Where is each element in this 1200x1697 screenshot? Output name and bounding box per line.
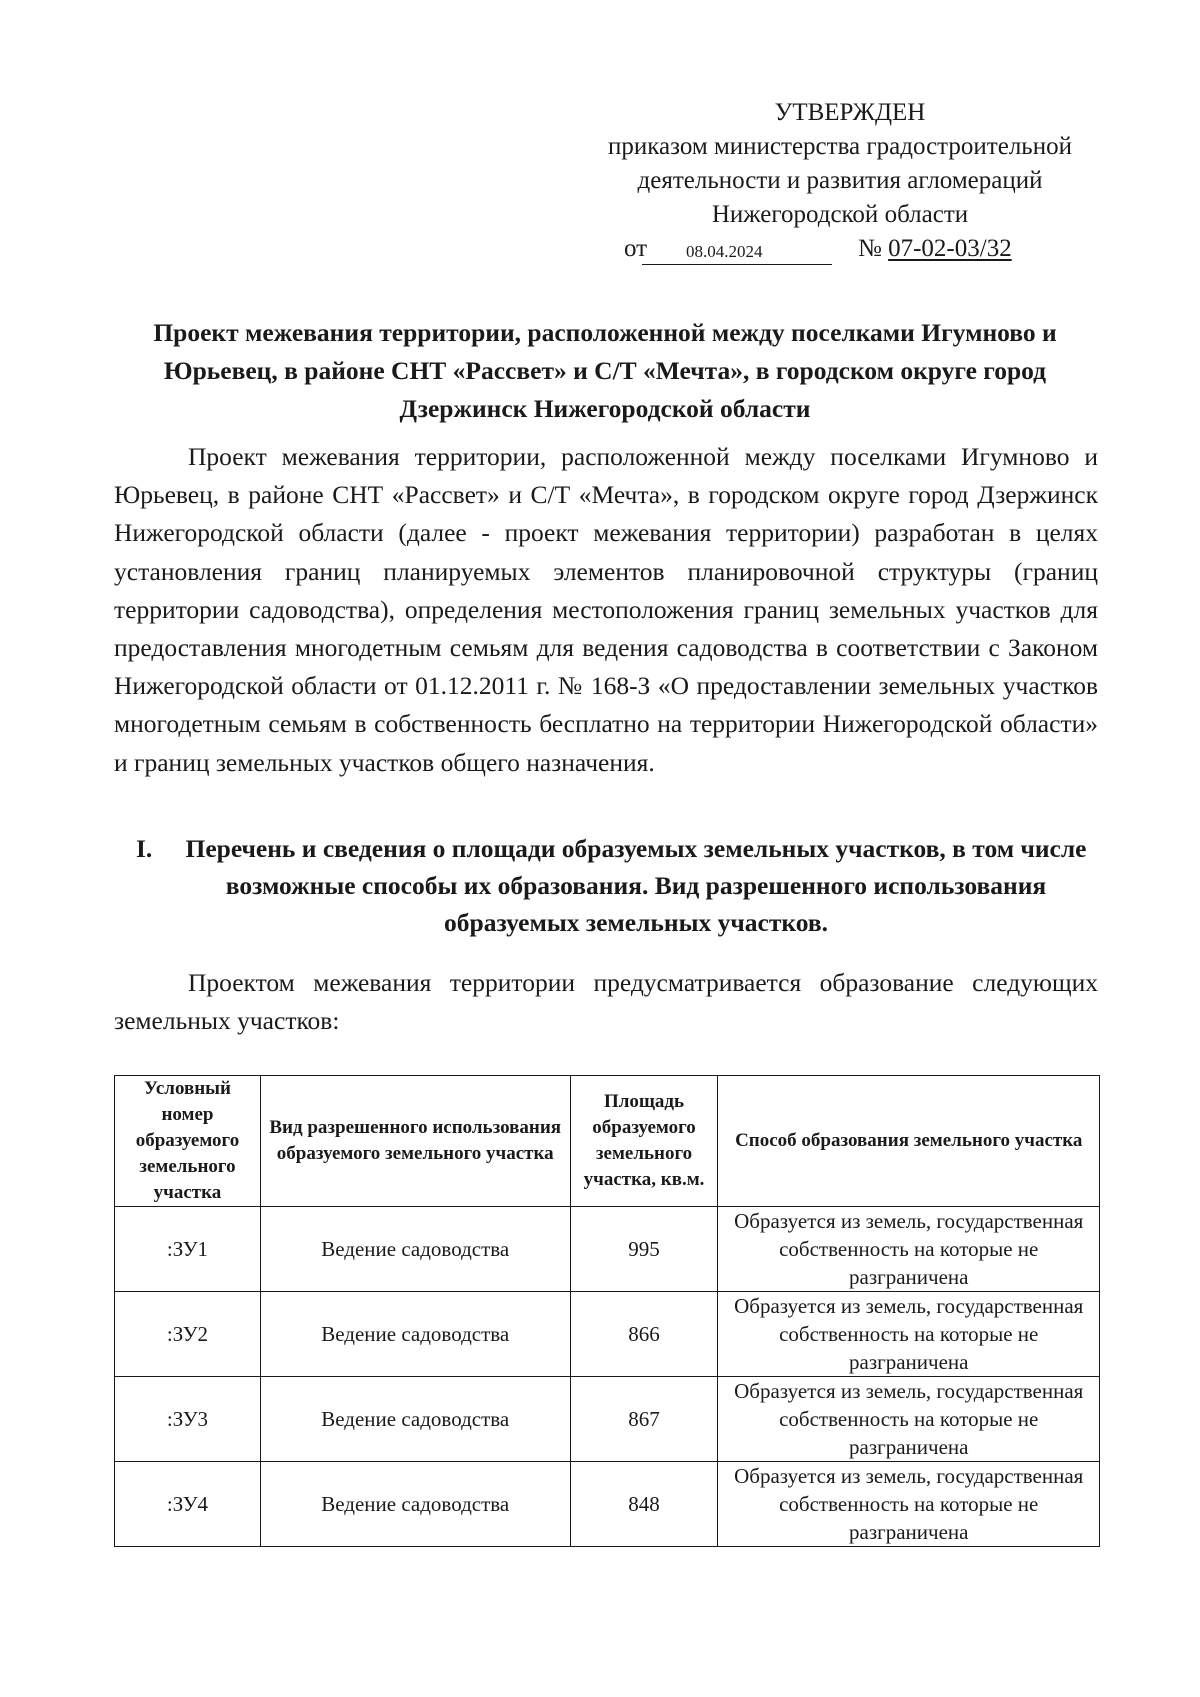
cell-permitted-use: Ведение садоводства [260,1377,570,1462]
header-plot-number: Условный номер образуемого земельного участка [115,1076,261,1207]
cell-plot-number: :ЗУ3 [115,1377,261,1462]
cell-plot-number: :ЗУ2 [115,1292,261,1377]
approval-line-1: приказом министерства градостроительной [608,133,1072,160]
approval-block [540,96,1140,266]
section-heading-text: Перечень и сведения о площади образуемых земельных участков, в том числе возможные способы их образования. Вид разрешенного использования образуемых земельных участков. [185,834,1087,937]
cell-formation-method: Образуется из земель, государственная собственность на которые не разграничена [718,1207,1100,1292]
approval-title: УТВЕРЖДЕН [774,99,926,126]
table-row [115,1462,1100,1547]
cell-area: 848 [570,1462,718,1547]
header-formation-method: Способ образования земельного участка [718,1076,1100,1207]
header-permitted-use: Вид разрешенного использования образуемого земельного участка [260,1076,570,1207]
cell-plot-number: :ЗУ4 [115,1462,261,1547]
order-number [858,232,1012,266]
approval-line-3: Нижегородской области [711,201,969,228]
cell-permitted-use: Ведение садоводства [260,1207,570,1292]
cell-area: 867 [570,1377,718,1462]
cell-permitted-use: Ведение садоводства [260,1292,570,1377]
date-prefix: от [624,235,648,262]
cell-area: 995 [570,1207,718,1292]
cell-formation-method: Образуется из земель, государственная собственность на которые не разграничена [718,1377,1100,1462]
table-row [115,1377,1100,1462]
cell-area: 866 [570,1292,718,1377]
header-area: Площадь образуемого земельного участка, кв.м. [570,1076,718,1207]
cell-formation-method: Образуется из земель, государственная собственность на которые не разграничена [718,1462,1100,1547]
table-header-row [115,1076,1100,1207]
number-sign: № [858,235,882,262]
table-row [115,1207,1100,1292]
section-heading [130,830,1098,941]
cell-permitted-use: Ведение садоводства [260,1462,570,1547]
approval-date: 08.04.2024 [642,240,832,265]
document-title: Проект межевания территории, расположенной между поселками Игумново и Юрьевец, в районе СНТ «Рассвет» и С/Т «Мечта», в городском округе город Дзержинск Нижегородской области [153,318,1057,423]
section-lead-paragraph: Проектом межевания территории предусматривается образование следующих земельных участков: [114,968,1098,1036]
intro-paragraph: Проект межевания территории, расположенной между поселками Игумново и Юрьевец, в районе СНТ «Рассвет» и С/Т «Мечта», в городском округе город Дзержинск Нижегородской области (далее - проект межевания территории) разработан в целях установления границ планируемых элементов планировочной структуры (границ территории садоводства), определения местоположения границ земельных участков для предоставления многодетным семьям для ведения садоводства в соответствии с Законом Нижегородской области от 01.12.2011 г. № 168-З «О предоставлении земельных участков многодетным семьям в собственность бесплатно на территории Нижегородской области» и границ земельных участков общего назначения. [114,442,1098,777]
approval-line-2: деятельности и развития агломераций [637,167,1043,194]
table-row [115,1292,1100,1377]
section-number: I. [136,834,153,863]
order-number-value: 07-02-03/32 [888,235,1012,262]
land-plots-table [114,1075,1100,1547]
cell-plot-number: :ЗУ1 [115,1207,261,1292]
cell-formation-method: Образуется из земель, государственная собственность на которые не разграничена [718,1292,1100,1377]
land-plots-table-wrap [114,1075,1100,1547]
approval-date-line [540,232,1140,266]
